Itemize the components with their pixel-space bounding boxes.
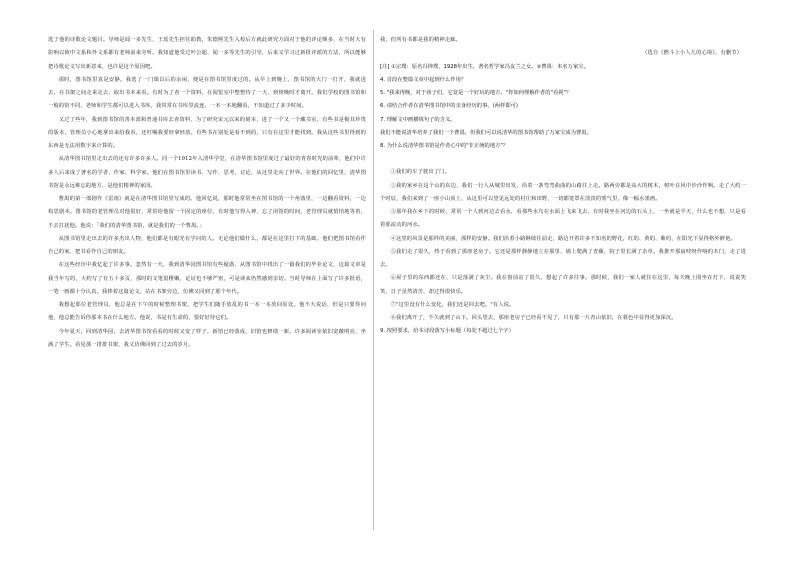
left-column (48, 34, 366, 352)
left-paragraph: 我想起那位老管理员，他总是在下午的时候整理书架，把学生们随手放乱的书一本一本放回原处。他不大说话，但是只要你问他，他总能告诉你那本书在什么地方。他说，书是有生命的，要好好待它们。 (48, 302, 366, 322)
question-5: 5. "我来得晚，对于孩子们，它竟是一个好玩的地方。"你如何理解作者的"看视"？ (380, 90, 572, 96)
question-7-quoted-sentence: 我们不能说清华培养了我们一个曹禺，但我们可以说清华的图书馆帮助了万家宝成为曹禺。 (380, 129, 592, 136)
source-citation: （选自《燃斗上小人儿的心境》，有删节） (642, 50, 742, 57)
right-column (380, 34, 746, 339)
passage-paragraph: ④这里的风景是那样的美丽，那样的安静。我们沿着小路继续往前走，路边开着许多不知名的野花，红的、黄的、紫的，在阳光下显得格外鲜艳。 (390, 235, 736, 242)
left-paragraph: 曹禺的第一部剧作《雷雨》就是在清华图书馆里写成的。他回忆说，那时他常常坐在图书馆的一个角落里，一边翻看资料，一边构思剧本。图书馆的老管理员对他很好，常常给他留一个固定的座位。有时他写得入神，忘了闭馆的时间，老管理员就悄悄地等着，不去打扰他。他说：「我们的清华图书馆，就是我们的一个曹禺。」 (48, 196, 366, 229)
passage-paragraph: ③那年我在乡下的时候，常常一个人到河边去看水，看那些水鸟在水面上飞来飞去。有时我坐在河边的石头上，一坐就是半天，什么也不想，只是看着那流动的河水。 (380, 209, 746, 229)
question-9: 9. 按照要求，给本诗段落写小标题（每处不超过七个字） (380, 328, 514, 335)
left-paragraph: 又过了些年，我到图书馆的善本部和普通书库去查资料，为了研究宋元以来的刻本，进了一个又一个藏书室。有些书是极其珍贵的版本，管理员小心地拿出来给我看，还叮嘱我要轻拿轻放。有些书在别处是看不到的，只有在这里才能找到。我从这些书里得到的东西是无法用数字来计算的。 (48, 116, 366, 149)
left-paragraph: 从清华图书馆里走出去的还有许多许多人。同一个1912年入清华学堂，在清华图书馆里度过了最好的青春时光的前辈，他们中许多人后来成了著名的学者、作家、科学家。他们在图书馆里读书、写作、思考、讨论，从这里走向了世界。在他们的回忆里，清华图书馆是永远难忘的地方，是他们精神的家园。 (48, 156, 366, 189)
left-paragraph: 今年夏天，回到清华园，去清华图书馆看看的时候又变了样子。新馆已经落成，旧馆也修缮一新。许多阅读室依旧宽敞明亮，坐满了学生。看见那一排排书架，我又仿佛回到了过去的岁月。 (48, 328, 366, 348)
passage-paragraph: ⑧我们离开了，不久就到了山下。回头望去，那座老房子已经看不见了，只有那一片青山依旧，在暮色中显得更加深沉。 (390, 315, 677, 321)
question-7: 7. 理解文中画横线句子的含义。 (380, 116, 456, 123)
passage-paragraph: ⑦"这里没有什么变化，我们还是回去吧。"有人说。 (390, 301, 515, 308)
left-paragraph: 选了他的诗歌论文题目。导师是闻一多先生，王瑶先生担任助教，朱德熙先生入校后方就此研究方面对于他的评论颇多，在当时大有影响以致中文系和外文系都有老师前来旁听。我知道他受过叶公超、闻一多等先生的引导，后来又学习过新批评派的方法，所以能够把诗歌论文写出新意来，也许是这个原因吧。 (48, 37, 366, 70)
question-6: 6. 请结合作者在清华图书馆中的亲身经历的事。(两样即可) (380, 103, 518, 110)
column-divider (373, 30, 374, 530)
left-paragraph: 那时，图书馆里真是安静。我选了一门课以后的余闲，便是在图书馆里度过的。从早上到晚上，图书馆的大门一打开，我就进去，在书架之间走来走去，取出书本来看。有时为了查一个资料，在阅览室中整整待了一天，到傍晚时才离开。我们学校的图书馆和一般的馆不同，老师和学生都可以进入书库。我常常在书库里流连，一本一本地翻看，不知道过了多少时间。 (48, 76, 366, 110)
question-4: 4. 首段在整篇文章中起到什么作用？ (380, 76, 467, 83)
passage-paragraph: ①我们的车子驶出了门。 (390, 169, 450, 176)
passage-paragraph: ②我的家乡在这个山的东边，我们一行人从城里出发，沿着一条弯弯曲曲的山路往上走。路两旁都是高大的树木，树叶在风中沙沙作响。走了大约一个时辰，我们来到了一座小山顶上，从这里可以望见远处的村庄和田野，一切都笼罩在淡淡的雾气里，像一幅水墨画。 (380, 182, 746, 202)
left-paragraph: 从图书馆里走出去的许多杰出人物，他们都是有眼光有学问的人。无论他们做什么，都是在这里打下的基础。他们把图书馆看作自己的家，把书看作自己的朋友。 (48, 235, 366, 255)
left-paragraph: 在这些经历中我忆起了许多事。忽然有一天，我到清华园图书馆有些疑惑，从图书馆中找出了一篇我们的毕业论文，这篇文章是我当年写的，大约写了有五十多页，那时的文笔很稚嫩，论证也不够严密，可是读来仍然感到亲切。当时导师在上面写了许多批语，一笔一画都十分认真。我捧着这篇论文，站在书架旁边，仿佛又回到了那个年代。 (48, 262, 366, 295)
passage-paragraph: ⑥屋子里的东西都还在，只是落满了灰尘。我在窗前站了很久，想起了许多往事。那时候，我们一家人就住在这里，每天晚上围坐在灯下，说说笑笑，日子虽然清苦，却过得很快乐。 (380, 275, 746, 295)
right-paragraph: 我，但所有书都是我的精神走廊。 (380, 37, 461, 43)
footnote: [注] ①宗璞：原名冯钟璞，1928年出生，著名哲学家冯友兰之女。②曹禺：本名万家宝。 (380, 63, 589, 70)
question-8: 8. 为什么说清华图书馆是作者心中的"非正统的地方"？ (380, 143, 509, 149)
passage-paragraph: ⑤我们走了很久，终于看到了那座老房子。它还是那样静静地立在那里，墙上爬满了青藤，院子里长满了杂草。我推开那扇吱呀作响的木门，走了进去。 (380, 248, 746, 268)
spacer (380, 153, 746, 166)
